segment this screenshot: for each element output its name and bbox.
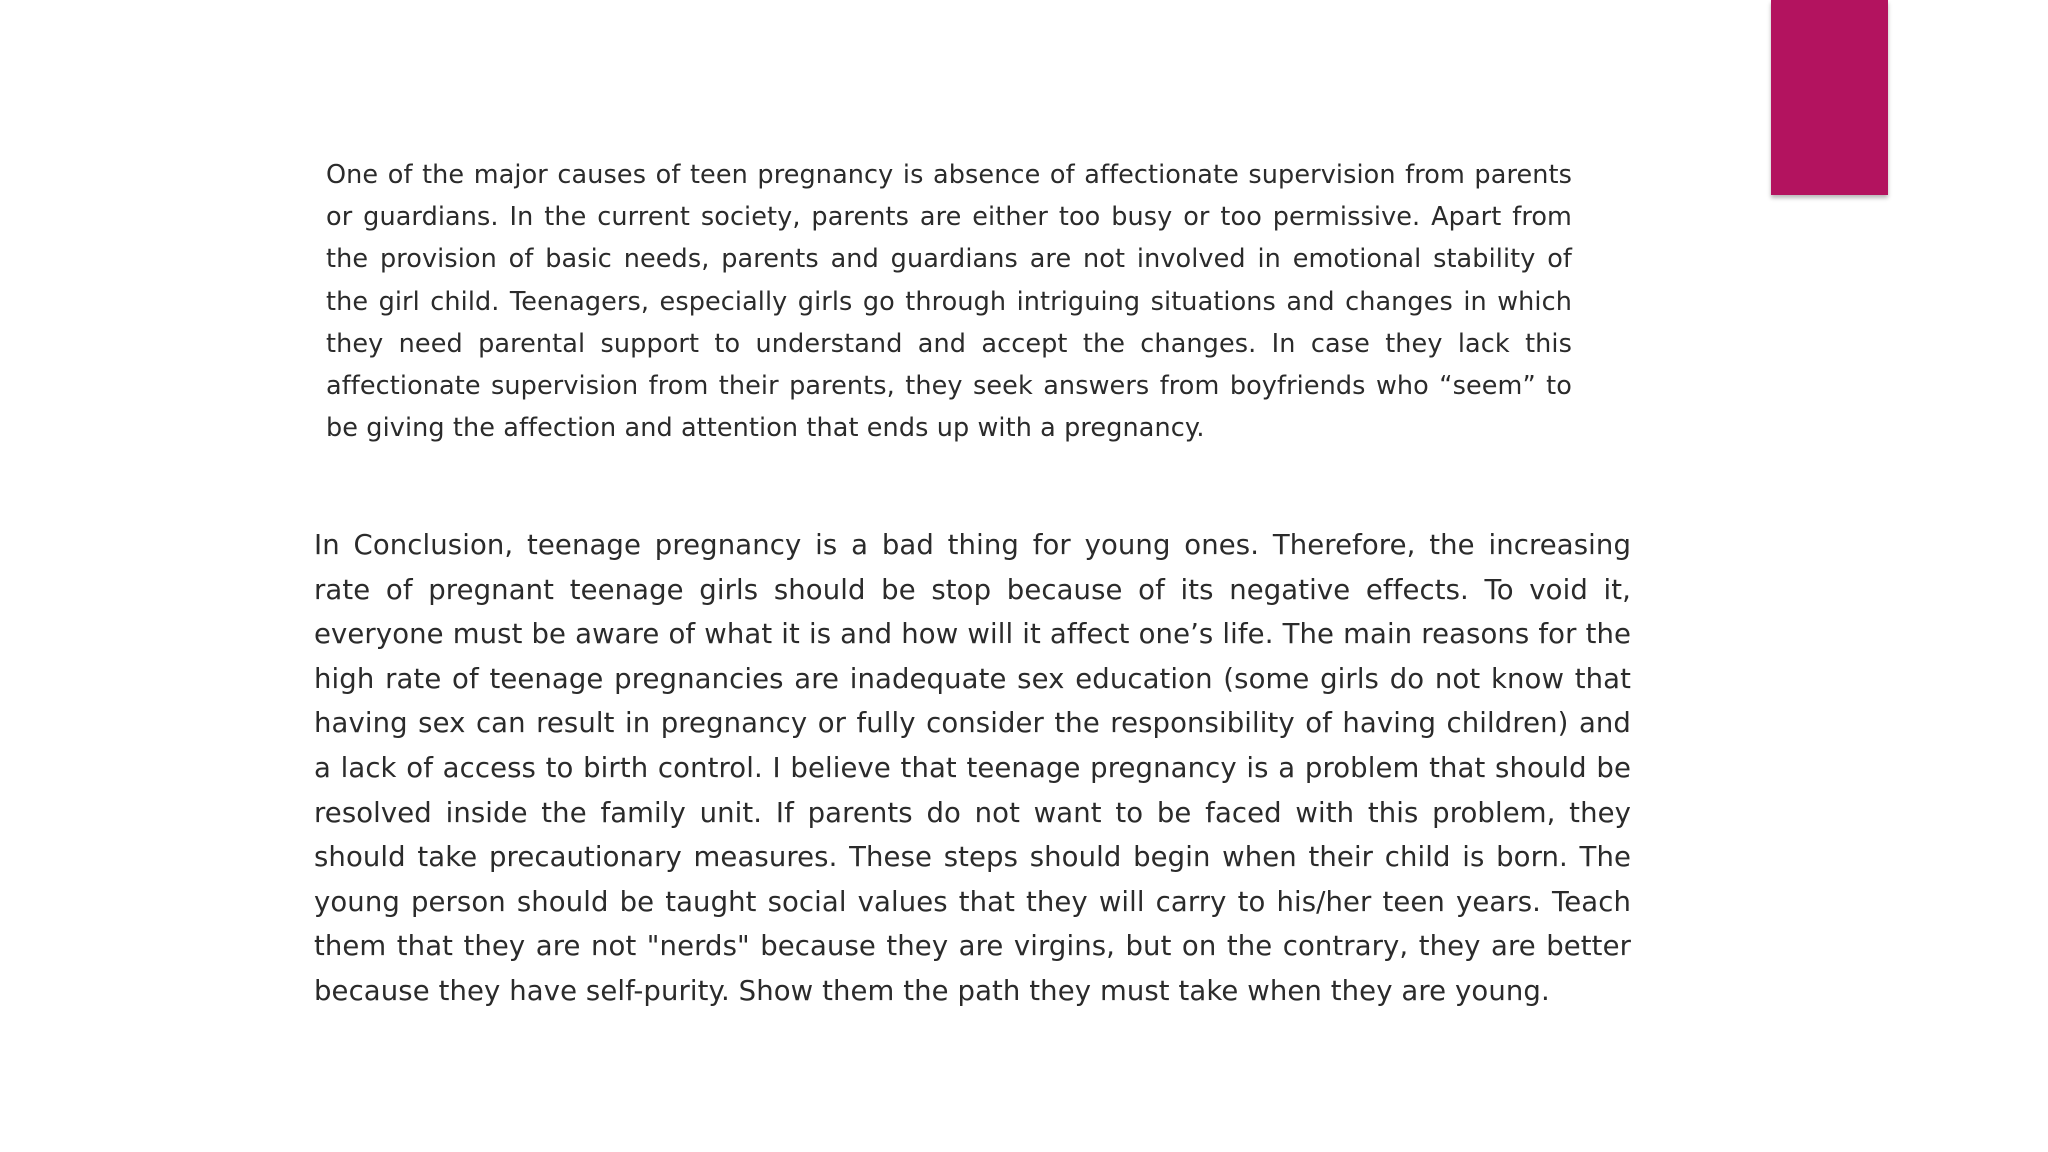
paragraph-causes: One of the major causes of teen pregnancy is absence of affectionate supervision from parents or guardians. In the current society, parents are either too busy or too permissive. Apart from the provision of basic needs, parents and guardians are not involved in emotional stability of the girl child. Teenagers, especially girls go through intriguing situations and changes in which they need parental support to understand and accept the changes. In case they lack this affectionate supervision from their parents, they seek answers from boyfriends who “seem” to be giving the affection and attention that ends up with a pregnancy. [326,160,1572,444]
paragraph-conclusion: In Conclusion, teenage pregnancy is a bad thing for young ones. Therefore, the increasing rate of pregnant teenage girls should be stop because of its negative effects. To void it, everyone must be aware of what it is and how will it affect one’s life. The main reasons for the high rate of teenage pregnancies are inadequate sex education (some girls do not know that having sex can result in pregnancy or fully consider the responsibility of having children) and a lack of access to birth control. I believe that teenage pregnancy is a problem that should be resolved inside the family unit. If parents do not want to be faced with this problem, they should take precautionary measures. These steps should begin when their child is born. The young person should be taught social values that they will carry to his/her teen years. Teach them that they are not "nerds" because they are virgins, but on the contrary, they are better because they have self-purity. Show them the path they must take when they are young. [314,529,1631,1007]
accent-tab [1771,0,1888,195]
